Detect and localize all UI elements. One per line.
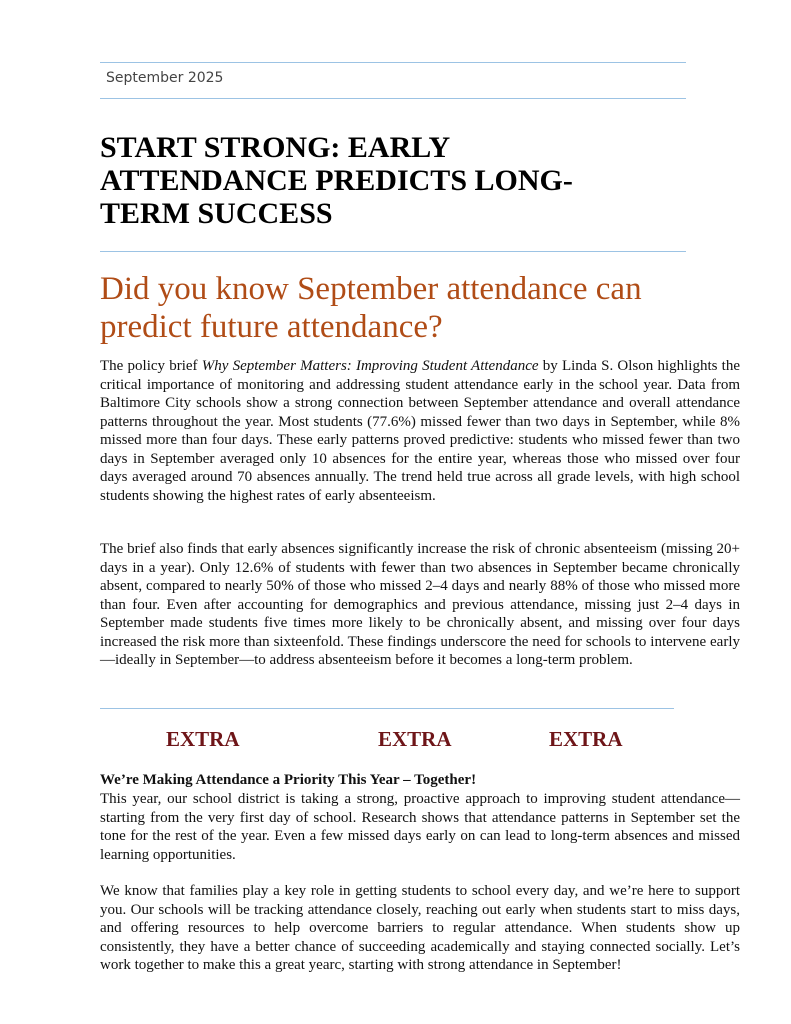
issue-date: September 2025 xyxy=(106,70,224,86)
paragraph-intro: The policy brief xyxy=(100,358,202,374)
date-rule xyxy=(100,98,686,99)
paragraph-body: by Linda S. Olson highlights the critical importance of monitoring and addressing student attendance early in the school year. Data from Baltimore City schools show a strong connection between September attendance and overall attendance patterns throughout the year. Most students (77.6%) missed fewer than two days in September, while 8% missed more than four days. These early patterns proved predictive: students who missed fewer than two days in September averaged only 10 absences for the entire year, whereas those who missed over four days averaged around 70 absences annually. The trend held true across all grade levels, with high school students showing the highest rates of early absenteeism. xyxy=(100,358,741,504)
extra-paragraph-1: This year, our school district is taking a strong, proactive approach to improving student attendance—starting from the very first day of school. Research shows that attendance patterns in September set the tone for the rest of the year. Even a few missed days early on can lead to long-term absences and missed learning opportunities. xyxy=(100,791,740,863)
extra-heading: We’re Making Attendance a Priority This Year – Together! xyxy=(100,772,477,788)
article-subhead: Did you know September attendance can predict future attendance? xyxy=(100,271,642,345)
article-paragraph-1 xyxy=(100,357,740,505)
page-title: START STRONG: EARLY ATTENDANCE PREDICTS LONG-TERM SUCCESS xyxy=(100,131,573,230)
extra-paragraph-2: We know that families play a key role in getting students to school every day, and we’re here to support you. Our schools will be tracking attendance closely, reaching out early when students start to miss days, and offering resources to help overcome barriers to regular attendance. When students show up consistently, they have a better chance of succeeding academically and staying connected socially. Let’s work together to make this a great yearc, starting with strong attendance in September! xyxy=(100,883,740,973)
extra-label-1: EXTRA xyxy=(166,727,240,751)
title-rule xyxy=(100,251,686,252)
brief-title: Why September Matters: Improving Student Attendance xyxy=(201,358,539,374)
extra-label-2: EXTRA xyxy=(378,727,452,751)
extra-label-3: EXTRA xyxy=(549,727,623,751)
section-rule xyxy=(100,708,674,709)
article-paragraph-2: The brief also finds that early absences significantly increase the risk of chronic absenteeism (missing 20+ days in a year). Only 12.6% of students with fewer than two absences in September became chronically absent, compared to nearly 50% of those who missed 2–4 days and nearly 88% of those who missed more than four. Even after accounting for demographics and previous attendance, missing just 2–4 days in September made students five times more likely to be chronically absent, and missing over four days increased the risk more than sixteenfold. These findings underscore the need for schools to intervene early—ideally in September—to address absenteeism before it becomes a long-term problem. xyxy=(100,541,740,668)
top-rule xyxy=(100,62,686,63)
